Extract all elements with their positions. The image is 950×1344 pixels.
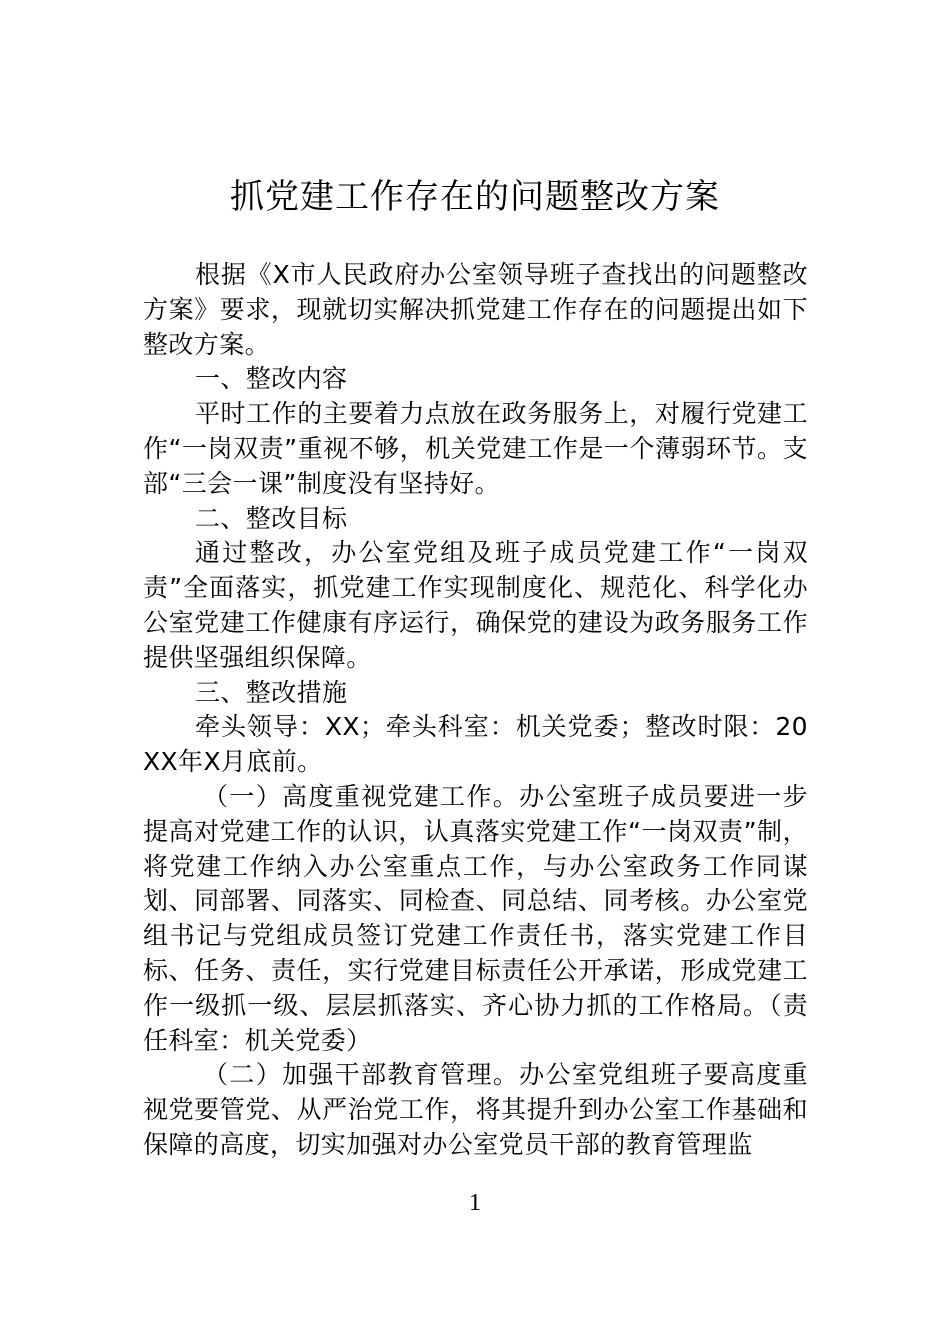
page-number: 1 <box>469 1190 481 1216</box>
section-heading-1: 一、整改内容 <box>195 364 348 394</box>
document-body <box>143 258 808 1163</box>
section-content-2: 通过整改，办公室党组及班子成员党建工作“一岗双责”全面落实，抓党建工作实现制度化、规范化、科学化办公室党建工作健康有序运行，确保党的建设为政务服务工作提供坚强组织保障。 <box>143 538 808 672</box>
intro-paragraph: 根据《X市人民政府办公室领导班子查找出的问题整改方案》要求，现就切实解决抓党建工作存在的问题提出如下整改方案。 <box>143 260 808 359</box>
section-heading-2: 二、整改目标 <box>195 503 348 533</box>
lead-info-paragraph: 牵头领导：XX；牵头科室：机关党委；整改时限：20XX年X月底前。 <box>143 712 808 777</box>
measure-paragraph-2: （二）加强干部教育管理。办公室党组班子要高度重视党要管党、从严治党工作，将其提升到办公室工作基础和保障的高度，切实加强对办公室党员干部的教育管理监 <box>143 1060 808 1159</box>
measure-paragraph-1: （一）高度重视党建工作。办公室班子成员要进一步提高对党建工作的认识，认真落实党建工作“一岗双责”制，将党建工作纳入办公室重点工作，与办公室政务工作同谋划、同部署、同落实、同检查、同总结、同考核。办公室党组书记与党组成员签订党建工作责任书，落实党建工作目标、任务、责任，实行党建目标责任公开承诺，形成党建工作一级抓一级、层层抓落实、齐心协力抓的工作格局。（责任科室：机关党委） <box>143 781 808 1055</box>
section-content-1: 平时工作的主要着力点放在政务服务上，对履行党建工作“一岗双责”重视不够，机关党建工作是一个薄弱环节。支部“三会一课”制度没有坚持好。 <box>143 399 808 498</box>
section-heading-3: 三、整改措施 <box>195 677 348 707</box>
document-title: 抓党建工作存在的问题整改方案 <box>230 177 720 217</box>
